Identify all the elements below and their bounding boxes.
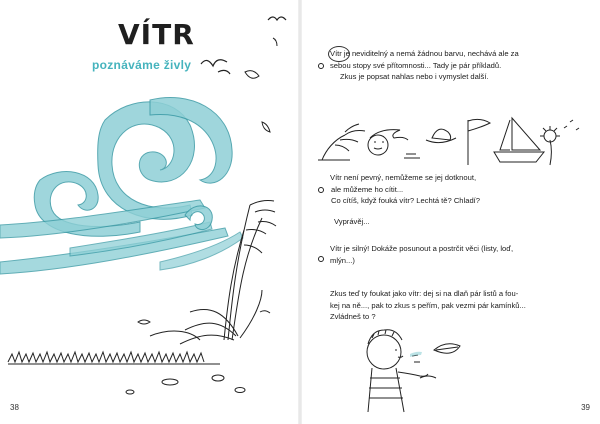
wind-swirls-icon [0,97,243,274]
paragraph-5 [330,288,526,323]
bullet-icon [318,63,324,69]
bullet-icon [318,187,324,193]
text-line: Vyprávěj... [334,217,370,226]
paragraph-3 [334,216,370,228]
text-line: Vítr je neviditelný a nemá žádnou barvu, nechává ale za [330,49,519,58]
page-number-right: 39 [581,403,590,412]
text-line: ale můžeme ho cítit... [331,184,404,194]
paragraph-4 [330,243,513,266]
text-line: Zvládneš to ? [330,312,376,321]
ground-icon [8,352,245,394]
paragraph-1 [330,48,519,83]
bullet-icon [318,256,324,262]
text-line: sebou stopy své přítomnosti... Tady je pár příkladů. [330,60,502,70]
paragraph-2 [330,172,480,207]
text-line: kej na ně..., pak to zkus s peřím, pak vezmi pár kamínků... [330,300,526,310]
page-subtitle: poznáváme živly [92,58,192,72]
text-line: Zkus teď ty foukat jako vítr: dej si na dlaň pár listů a fou- [330,289,519,298]
page-title: VÍTR [118,18,195,51]
text-line: Co cítíš, když fouká vítr? Lechtá tě? Chladí? [331,196,480,205]
text-line: mlýn...) [330,255,355,265]
text-line: Zkus je popsat nahlas nebo i vymyslet další. [340,72,489,81]
page-number-left: 38 [10,403,19,412]
text-line: Vítr je silný! Dokáže posunout a postrčit věci (listy, loď, [330,244,514,253]
bending-grass-icon [150,201,276,345]
text-line: Vítr není pevný, nemůžeme se jej dotknout, [330,173,477,182]
birds-icon [201,17,286,74]
